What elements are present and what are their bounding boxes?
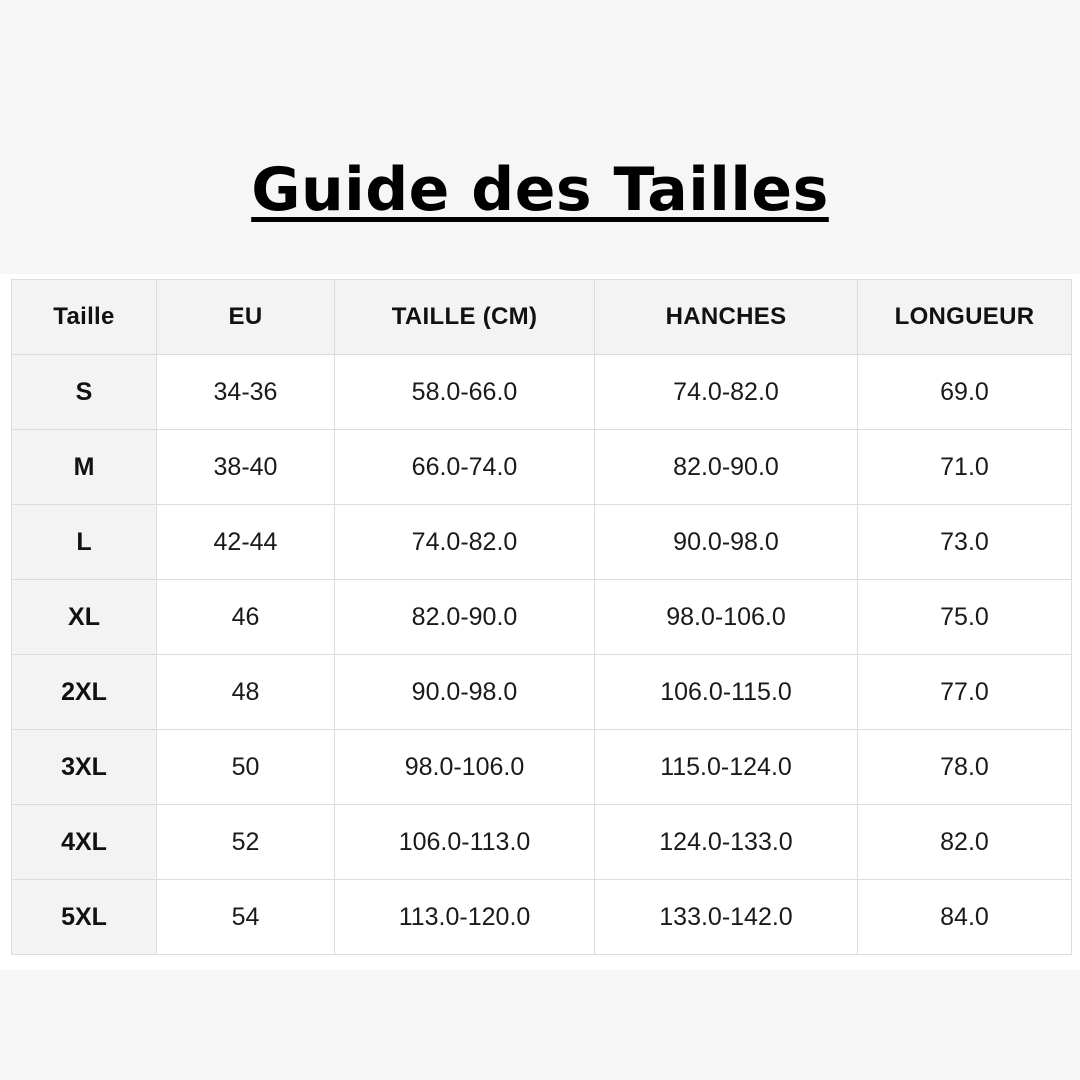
eu-cell: 50 <box>157 730 335 805</box>
length-cell: 84.0 <box>858 880 1072 955</box>
size-guide-table <box>11 279 1072 955</box>
table-row <box>12 505 1072 580</box>
length-cell: 73.0 <box>858 505 1072 580</box>
eu-cell: 34-36 <box>157 355 335 430</box>
size-cell: 4XL <box>12 805 157 880</box>
length-cell: 71.0 <box>858 430 1072 505</box>
table-row <box>12 880 1072 955</box>
header-hips: HANCHES <box>595 280 858 355</box>
header-eu: EU <box>157 280 335 355</box>
waist-cell: 106.0-113.0 <box>335 805 595 880</box>
eu-cell: 52 <box>157 805 335 880</box>
header-size: Taille <box>12 280 157 355</box>
hips-cell: 98.0-106.0 <box>595 580 858 655</box>
eu-cell: 54 <box>157 880 335 955</box>
waist-cell: 90.0-98.0 <box>335 655 595 730</box>
waist-cell: 98.0-106.0 <box>335 730 595 805</box>
waist-cell: 82.0-90.0 <box>335 580 595 655</box>
size-cell: S <box>12 355 157 430</box>
waist-cell: 74.0-82.0 <box>335 505 595 580</box>
waist-cell: 113.0-120.0 <box>335 880 595 955</box>
waist-cell: 58.0-66.0 <box>335 355 595 430</box>
size-cell: 3XL <box>12 730 157 805</box>
header-length: LONGUEUR <box>858 280 1072 355</box>
size-cell: L <box>12 505 157 580</box>
length-cell: 82.0 <box>858 805 1072 880</box>
header-waist-cm: TAILLE (CM) <box>335 280 595 355</box>
table-row <box>12 805 1072 880</box>
hips-cell: 82.0-90.0 <box>595 430 858 505</box>
page-title: Guide des Tailles <box>251 155 829 225</box>
size-cell: 2XL <box>12 655 157 730</box>
hips-cell: 124.0-133.0 <box>595 805 858 880</box>
waist-cell: 66.0-74.0 <box>335 430 595 505</box>
table-row <box>12 730 1072 805</box>
hips-cell: 133.0-142.0 <box>595 880 858 955</box>
eu-cell: 42-44 <box>157 505 335 580</box>
hips-cell: 115.0-124.0 <box>595 730 858 805</box>
hips-cell: 106.0-115.0 <box>595 655 858 730</box>
table-row <box>12 430 1072 505</box>
size-cell: 5XL <box>12 880 157 955</box>
table-header-row <box>12 280 1072 355</box>
eu-cell: 46 <box>157 580 335 655</box>
table-row <box>12 355 1072 430</box>
hips-cell: 90.0-98.0 <box>595 505 858 580</box>
hips-cell: 74.0-82.0 <box>595 355 858 430</box>
length-cell: 78.0 <box>858 730 1072 805</box>
length-cell: 69.0 <box>858 355 1072 430</box>
table-row <box>12 655 1072 730</box>
length-cell: 77.0 <box>858 655 1072 730</box>
size-cell: M <box>12 430 157 505</box>
eu-cell: 48 <box>157 655 335 730</box>
size-guide-panel <box>0 274 1080 970</box>
length-cell: 75.0 <box>858 580 1072 655</box>
eu-cell: 38-40 <box>157 430 335 505</box>
size-cell: XL <box>12 580 157 655</box>
table-row <box>12 580 1072 655</box>
